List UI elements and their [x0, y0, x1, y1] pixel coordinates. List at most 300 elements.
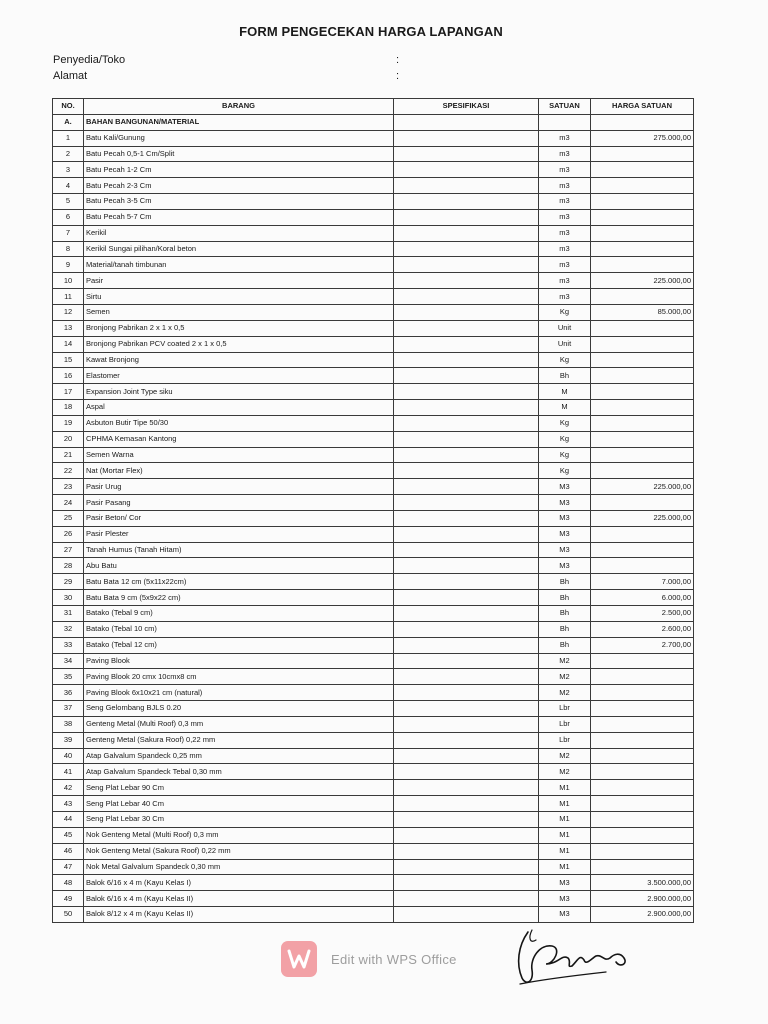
row-barang: Seng Gelombang BJLS 0.20 [84, 701, 394, 717]
row-satuan: Bh [539, 621, 591, 637]
row-no: 4 [53, 178, 84, 194]
row-harga-satuan [591, 384, 694, 400]
row-spesifikasi [394, 526, 539, 542]
table-row [53, 859, 694, 875]
row-no: 50 [53, 907, 84, 923]
row-no: 1 [53, 130, 84, 146]
table-row [53, 479, 694, 495]
section-code: A. [53, 114, 84, 130]
row-harga-satuan: 2.600,00 [591, 621, 694, 637]
row-satuan: M1 [539, 843, 591, 859]
row-spesifikasi [394, 701, 539, 717]
table-row [53, 289, 694, 305]
table-row [53, 574, 694, 590]
row-spesifikasi [394, 209, 539, 225]
row-satuan: M1 [539, 811, 591, 827]
table-row [53, 716, 694, 732]
table-row [53, 827, 694, 843]
row-satuan: m3 [539, 257, 591, 273]
row-satuan: Bh [539, 368, 591, 384]
row-barang: Kerikil Sungai pilihan/Koral beton [84, 241, 394, 257]
row-satuan: Lbr [539, 732, 591, 748]
table-row [53, 558, 694, 574]
row-satuan: M3 [539, 510, 591, 526]
row-spesifikasi [394, 875, 539, 891]
row-satuan: Lbr [539, 701, 591, 717]
row-spesifikasi [394, 653, 539, 669]
row-no: 3 [53, 162, 84, 178]
row-no: 12 [53, 304, 84, 320]
row-barang: Material/tanah timbunan [84, 257, 394, 273]
row-spesifikasi [394, 780, 539, 796]
row-spesifikasi [394, 368, 539, 384]
row-no: 47 [53, 859, 84, 875]
row-satuan: Kg [539, 447, 591, 463]
row-satuan: m3 [539, 194, 591, 210]
row-spesifikasi [394, 257, 539, 273]
row-no: 28 [53, 558, 84, 574]
row-satuan: M3 [539, 495, 591, 511]
row-no: 19 [53, 415, 84, 431]
row-harga-satuan [591, 669, 694, 685]
row-spesifikasi [394, 796, 539, 812]
row-satuan: m3 [539, 273, 591, 289]
row-spesifikasi [394, 748, 539, 764]
row-satuan: Kg [539, 415, 591, 431]
row-harga-satuan [591, 764, 694, 780]
row-no: 6 [53, 209, 84, 225]
table-row [53, 431, 694, 447]
row-barang: Expansion Joint Type siku [84, 384, 394, 400]
row-spesifikasi [394, 637, 539, 653]
row-harga-satuan [591, 558, 694, 574]
row-spesifikasi [394, 479, 539, 495]
row-satuan: m3 [539, 289, 591, 305]
row-barang: Balok 8/12 x 4 m (Kayu Kelas II) [84, 907, 394, 923]
row-harga-satuan [591, 257, 694, 273]
row-spesifikasi [394, 447, 539, 463]
row-barang: Paving Blook 6x10x21 cm (natural) [84, 685, 394, 701]
table-row [53, 637, 694, 653]
row-barang: Abu Batu [84, 558, 394, 574]
table-row [53, 146, 694, 162]
row-barang: Paving Blook [84, 653, 394, 669]
row-no: 20 [53, 431, 84, 447]
row-harga-satuan [591, 827, 694, 843]
table-row [53, 590, 694, 606]
row-barang: Batako (Tebal 10 cm) [84, 621, 394, 637]
table-body [53, 114, 694, 922]
table-row [53, 796, 694, 812]
row-spesifikasi [394, 716, 539, 732]
table-row [53, 273, 694, 289]
row-no: 36 [53, 685, 84, 701]
table-row [53, 526, 694, 542]
row-harga-satuan: 6.000,00 [591, 590, 694, 606]
row-barang: Seng Plat Lebar 30 Cm [84, 811, 394, 827]
field-alamat [53, 70, 400, 82]
row-harga-satuan: 225.000,00 [591, 273, 694, 289]
row-harga-satuan: 275.000,00 [591, 130, 694, 146]
row-barang: Batu Bata 9 cm (5x9x22 cm) [84, 590, 394, 606]
row-barang: Batu Bata 12 cm (5x11x22cm) [84, 574, 394, 590]
row-spesifikasi [394, 764, 539, 780]
row-barang: Pasir [84, 273, 394, 289]
row-satuan: M3 [539, 891, 591, 907]
row-satuan: Lbr [539, 716, 591, 732]
row-satuan: Kg [539, 352, 591, 368]
row-barang: Batu Kali/Gunung [84, 130, 394, 146]
table-row [53, 780, 694, 796]
row-barang: Genteng Metal (Multi Roof) 0,3 mm [84, 716, 394, 732]
row-barang: CPHMA Kemasan Kantong [84, 431, 394, 447]
row-satuan: M2 [539, 653, 591, 669]
row-satuan: m3 [539, 178, 591, 194]
row-spesifikasi [394, 273, 539, 289]
table-header-row [53, 99, 694, 115]
table-row [53, 669, 694, 685]
row-harga-satuan [591, 289, 694, 305]
row-harga-satuan [591, 178, 694, 194]
row-satuan: M2 [539, 669, 591, 685]
row-no: 39 [53, 732, 84, 748]
table-row [53, 209, 694, 225]
field-separator: : [396, 70, 400, 82]
table-row [53, 685, 694, 701]
row-harga-satuan [591, 843, 694, 859]
row-satuan: Bh [539, 606, 591, 622]
table-row [53, 542, 694, 558]
row-no: 43 [53, 796, 84, 812]
header-harga-satuan: HARGA SATUAN [591, 99, 694, 115]
row-satuan: Kg [539, 304, 591, 320]
field-label: Alamat [53, 70, 88, 82]
handwritten-signature [510, 924, 640, 999]
row-harga-satuan [591, 526, 694, 542]
row-no: 26 [53, 526, 84, 542]
row-spesifikasi [394, 907, 539, 923]
row-no: 10 [53, 273, 84, 289]
table-row [53, 304, 694, 320]
row-no: 48 [53, 875, 84, 891]
row-harga-satuan [591, 368, 694, 384]
table-row [53, 384, 694, 400]
row-satuan: Bh [539, 637, 591, 653]
row-spesifikasi [394, 891, 539, 907]
row-satuan: m3 [539, 130, 591, 146]
row-spesifikasi [394, 843, 539, 859]
field-penyedia [53, 54, 400, 66]
row-harga-satuan [591, 431, 694, 447]
row-barang: Pasir Urug [84, 479, 394, 495]
row-satuan: M3 [539, 907, 591, 923]
row-satuan: M1 [539, 796, 591, 812]
row-barang: Nat (Mortar Flex) [84, 463, 394, 479]
row-barang: Batu Pecah 2-3 Cm [84, 178, 394, 194]
row-barang: Balok 6/16 x 4 m (Kayu Kelas I) [84, 875, 394, 891]
row-satuan: Unit [539, 320, 591, 336]
row-spesifikasi [394, 384, 539, 400]
row-spesifikasi [394, 162, 539, 178]
row-no: 42 [53, 780, 84, 796]
table-row [53, 447, 694, 463]
field-separator: : [396, 54, 400, 66]
row-no: 23 [53, 479, 84, 495]
row-satuan: m3 [539, 146, 591, 162]
row-barang: Batako (Tebal 12 cm) [84, 637, 394, 653]
section-unit-cell [539, 114, 591, 130]
row-barang: Aspal [84, 400, 394, 416]
row-no: 45 [53, 827, 84, 843]
table-row [53, 701, 694, 717]
row-spesifikasi [394, 590, 539, 606]
row-barang: Pasir Pasang [84, 495, 394, 511]
row-no: 27 [53, 542, 84, 558]
row-satuan: Kg [539, 463, 591, 479]
table-row [53, 764, 694, 780]
row-satuan: M2 [539, 748, 591, 764]
wps-logo-icon [281, 941, 317, 977]
row-spesifikasi [394, 732, 539, 748]
row-spesifikasi [394, 400, 539, 416]
table-row [53, 336, 694, 352]
table-row [53, 495, 694, 511]
row-harga-satuan [591, 780, 694, 796]
table-row [53, 907, 694, 923]
row-spesifikasi [394, 130, 539, 146]
row-barang: Balok 6/16 x 4 m (Kayu Kelas II) [84, 891, 394, 907]
row-barang: Pasir Plester [84, 526, 394, 542]
row-spesifikasi [394, 606, 539, 622]
table-row [53, 194, 694, 210]
section-row [53, 114, 694, 130]
table-row [53, 178, 694, 194]
row-harga-satuan: 2.900.000,00 [591, 891, 694, 907]
row-satuan: M [539, 384, 591, 400]
row-harga-satuan [591, 463, 694, 479]
row-satuan: Bh [539, 574, 591, 590]
row-harga-satuan [591, 447, 694, 463]
row-spesifikasi [394, 431, 539, 447]
row-barang: Batu Pecah 0,5-1 Cm/Split [84, 146, 394, 162]
row-satuan: M3 [539, 558, 591, 574]
table-row [53, 415, 694, 431]
header-barang: BARANG [84, 99, 394, 115]
table-row [53, 368, 694, 384]
row-barang: Batu Pecah 1-2 Cm [84, 162, 394, 178]
row-spesifikasi [394, 811, 539, 827]
table-row [53, 606, 694, 622]
table-row [53, 653, 694, 669]
row-harga-satuan [591, 859, 694, 875]
row-no: 2 [53, 146, 84, 162]
row-spesifikasi [394, 495, 539, 511]
row-harga-satuan [591, 241, 694, 257]
row-no: 25 [53, 510, 84, 526]
section-name: BAHAN BANGUNAN/MATERIAL [84, 114, 394, 130]
row-spesifikasi [394, 178, 539, 194]
row-harga-satuan: 85.000,00 [591, 304, 694, 320]
field-label: Penyedia/Toko [53, 54, 126, 66]
row-spesifikasi [394, 415, 539, 431]
row-spesifikasi [394, 558, 539, 574]
row-harga-satuan [591, 796, 694, 812]
row-spesifikasi [394, 320, 539, 336]
table-row [53, 400, 694, 416]
row-spesifikasi [394, 859, 539, 875]
row-no: 7 [53, 225, 84, 241]
row-barang: Seng Plat Lebar 90 Cm [84, 780, 394, 796]
section-spec-cell [394, 114, 539, 130]
row-barang: Paving Blook 20 cmx 10cmx8 cm [84, 669, 394, 685]
table-row [53, 463, 694, 479]
row-no: 5 [53, 194, 84, 210]
row-harga-satuan: 3.500.000,00 [591, 875, 694, 891]
row-barang: Kerikil [84, 225, 394, 241]
row-barang: Atap Galvalum Spandeck 0,25 mm [84, 748, 394, 764]
row-harga-satuan [591, 162, 694, 178]
row-spesifikasi [394, 304, 539, 320]
row-no: 13 [53, 320, 84, 336]
row-harga-satuan [591, 336, 694, 352]
row-barang: Bronjong Pabrikan PCV coated 2 x 1 x 0,5 [84, 336, 394, 352]
section-price-cell [591, 114, 694, 130]
form-title: FORM PENGECEKAN HARGA LAPANGAN [239, 24, 503, 39]
row-barang: Genteng Metal (Sakura Roof) 0,22 mm [84, 732, 394, 748]
row-barang: Batako (Tebal 9 cm) [84, 606, 394, 622]
row-satuan: Unit [539, 336, 591, 352]
row-harga-satuan [591, 400, 694, 416]
row-no: 33 [53, 637, 84, 653]
row-no: 14 [53, 336, 84, 352]
table-row [53, 241, 694, 257]
table-row [53, 510, 694, 526]
row-barang: Batu Pecah 3-5 Cm [84, 194, 394, 210]
row-harga-satuan [591, 748, 694, 764]
row-no: 46 [53, 843, 84, 859]
row-barang: Pasir Beton/ Cor [84, 510, 394, 526]
row-spesifikasi [394, 685, 539, 701]
row-harga-satuan [591, 209, 694, 225]
row-satuan: M3 [539, 542, 591, 558]
row-barang: Bronjong Pabrikan 2 x 1 x 0,5 [84, 320, 394, 336]
row-harga-satuan: 2.500,00 [591, 606, 694, 622]
row-satuan: m3 [539, 209, 591, 225]
row-harga-satuan [591, 542, 694, 558]
row-no: 24 [53, 495, 84, 511]
row-harga-satuan: 225.000,00 [591, 479, 694, 495]
row-no: 38 [53, 716, 84, 732]
row-harga-satuan: 2.900.000,00 [591, 907, 694, 923]
row-harga-satuan: 2.700,00 [591, 637, 694, 653]
table-row [53, 162, 694, 178]
row-spesifikasi [394, 827, 539, 843]
table-row [53, 320, 694, 336]
row-no: 29 [53, 574, 84, 590]
row-harga-satuan [591, 352, 694, 368]
row-barang: Asbuton Butir Tipe 50/30 [84, 415, 394, 431]
row-spesifikasi [394, 510, 539, 526]
row-harga-satuan [591, 701, 694, 717]
row-satuan: M3 [539, 526, 591, 542]
row-harga-satuan: 225.000,00 [591, 510, 694, 526]
row-barang: Nok Genteng Metal (Multi Roof) 0,3 mm [84, 827, 394, 843]
row-no: 32 [53, 621, 84, 637]
row-no: 40 [53, 748, 84, 764]
table-row [53, 621, 694, 637]
row-satuan: M3 [539, 479, 591, 495]
row-satuan: M2 [539, 685, 591, 701]
row-barang: Seng Plat Lebar 40 Cm [84, 796, 394, 812]
row-harga-satuan [591, 415, 694, 431]
row-satuan: m3 [539, 241, 591, 257]
row-no: 34 [53, 653, 84, 669]
row-spesifikasi [394, 336, 539, 352]
table-row [53, 748, 694, 764]
row-satuan: Kg [539, 431, 591, 447]
row-satuan: M [539, 400, 591, 416]
row-barang: Semen Warna [84, 447, 394, 463]
row-spesifikasi [394, 225, 539, 241]
row-spesifikasi [394, 542, 539, 558]
row-satuan: m3 [539, 162, 591, 178]
row-harga-satuan [591, 146, 694, 162]
header-spesifikasi: SPESIFIKASI [394, 99, 539, 115]
row-harga-satuan [591, 685, 694, 701]
row-spesifikasi [394, 241, 539, 257]
table-row [53, 225, 694, 241]
row-barang: Nok Metal Galvalum Spandeck 0,30 mm [84, 859, 394, 875]
row-no: 15 [53, 352, 84, 368]
table-row [53, 732, 694, 748]
row-barang: Kawat Bronjong [84, 352, 394, 368]
row-harga-satuan [591, 495, 694, 511]
row-spesifikasi [394, 574, 539, 590]
row-barang: Elastomer [84, 368, 394, 384]
table-row [53, 352, 694, 368]
row-harga-satuan [591, 653, 694, 669]
row-spesifikasi [394, 289, 539, 305]
row-harga-satuan [591, 225, 694, 241]
row-satuan: m3 [539, 225, 591, 241]
row-no: 41 [53, 764, 84, 780]
row-spesifikasi [394, 146, 539, 162]
table-row [53, 875, 694, 891]
row-no: 16 [53, 368, 84, 384]
row-no: 9 [53, 257, 84, 273]
row-barang: Nok Genteng Metal (Sakura Roof) 0,22 mm [84, 843, 394, 859]
table-row [53, 891, 694, 907]
price-table [52, 98, 694, 923]
table-row [53, 843, 694, 859]
row-no: 18 [53, 400, 84, 416]
row-satuan: M1 [539, 859, 591, 875]
row-no: 11 [53, 289, 84, 305]
wps-watermark [281, 941, 457, 977]
row-harga-satuan: 7.000,00 [591, 574, 694, 590]
row-no: 35 [53, 669, 84, 685]
header-no: NO. [53, 99, 84, 115]
row-spesifikasi [394, 463, 539, 479]
row-spesifikasi [394, 352, 539, 368]
row-barang: Atap Galvalum Spandeck Tebal 0,30 mm [84, 764, 394, 780]
row-harga-satuan [591, 194, 694, 210]
row-harga-satuan [591, 732, 694, 748]
row-no: 31 [53, 606, 84, 622]
header-satuan: SATUAN [539, 99, 591, 115]
row-no: 44 [53, 811, 84, 827]
row-no: 17 [53, 384, 84, 400]
